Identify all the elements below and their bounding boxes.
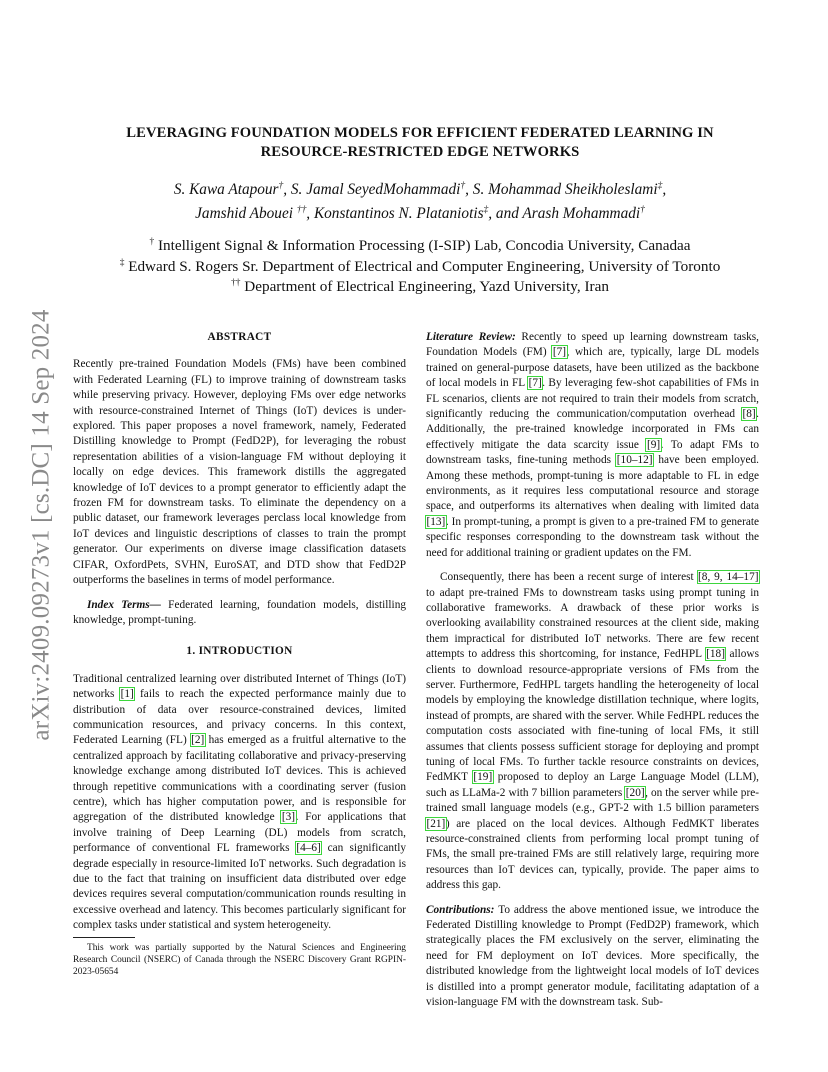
affiliation-line-3 xyxy=(70,277,770,298)
body-text: can significantly degrade especially in resource-limited IoT networks. Such degradation is due to the fact that training on insufficient data distributed over edge devices requires several computation/communication rounds resulting in excessive overhead and latency. This becomes particularly significant for complex tasks under statistical and system heterogeneity. xyxy=(73,842,406,932)
author-name: Jamshid Abouei xyxy=(195,205,293,222)
citation-link[interactable]: [4–6] xyxy=(296,842,321,855)
affiliations xyxy=(70,236,770,298)
body-text: . For applications that involve training of Deep Learning (DL) models from scratch, performance of conventional FL frameworks xyxy=(73,811,406,855)
funding-footnote: This work was partially supported by the Natural Sciences and Engineering Research Council (NSERC) of Canada through the NSERC Discovery Grant RGPIN-2023-05654 xyxy=(73,943,406,978)
abstract-text: Recently pre-trained Foundation Models (FMs) have been combined with Federated Learning (FL) to improve training of downstream tasks while preserving privacy. However, deploying FMs over edge networks with resource-constrained Internet of Things (IoT) devices is under-explored. This paper proposes a novel framework, namely, Federated Distilling knowledge to Prompt (FedD2P), for leveraging the robust representation abilities of a vision-language FM without deploying it locally on edge devices. This framework distills the aggregated knowledge of IoT devices to a prompt generator to efficiently adapt the frozen FM for downstream tasks. To eliminate the dependency on a public dataset, our framework leverages perclass local knowledge from IoT devices and linguistic descriptions of classes to train the prompt generator. Our experiments on diverse image classification datasets CIFAR, OxfordPets, SVHN, EuroSAT, and DTD show that FedD2P outperforms the baselines in terms of model performance. xyxy=(73,358,406,587)
arxiv-side-identifier xyxy=(22,290,62,760)
citation-link[interactable]: [2] xyxy=(191,734,205,747)
body-text: . Additionally, the pre-trained knowledge incorporated in FMs can effectively mitigate the data scarcity issue xyxy=(426,408,759,451)
citation-link[interactable]: [20] xyxy=(625,786,645,799)
affiliation-mark: † xyxy=(278,180,284,191)
affiliation-line-1 xyxy=(70,236,770,257)
body-text: Traditional centralized learning over distributed Internet of Things (IoT) networks xyxy=(73,672,406,701)
citation-link[interactable]: [7] xyxy=(528,377,542,390)
author-name: S. Kawa Atapour xyxy=(173,181,279,198)
citation-link[interactable]: [1] xyxy=(120,688,134,701)
paper-title xyxy=(70,124,770,162)
consequently-paragraph xyxy=(426,570,759,894)
citation-link[interactable]: [8] xyxy=(742,408,756,421)
body-text: . By leveraging few-shot capabilities of FMs in FL scenarios, clients are not required to train their models from scratch, significantly reducing the communication/computation overhead xyxy=(426,377,759,421)
authors-line-2: Jamshid Abouei ††, Konstantinos N. Plataniotis‡, and Arash Mohammadi† xyxy=(195,204,645,222)
introduction-text xyxy=(73,672,406,934)
authors-line-1: S. Kawa Atapour†, S. Jamal SeyedMohammadi†, S. Mohammad Sheikholeslami‡, xyxy=(173,180,667,198)
affiliation-mark: ‡ xyxy=(657,180,663,191)
author-list xyxy=(70,178,770,226)
literature-review-label: Literature Review: xyxy=(426,331,516,343)
index-terms-text: Federated learning, foundation models, distilling knowledge, prompt-tuning. xyxy=(73,598,406,626)
citation-link[interactable]: [7] xyxy=(552,346,566,359)
title-line-2: RESOURCE-RESTRICTED EDGE NETWORKS xyxy=(260,144,580,160)
citation-link[interactable]: [3] xyxy=(281,811,296,824)
affiliation-mark: † xyxy=(149,236,155,247)
author-name: S. Mohammad Sheikholeslami xyxy=(472,181,658,198)
affiliation-mark: ‡ xyxy=(483,204,489,215)
index-terms xyxy=(73,598,406,629)
affiliation-mark: † xyxy=(640,204,645,215)
citation-link[interactable]: [19] xyxy=(473,771,493,784)
affiliation-mark: ‡ xyxy=(119,257,125,268)
author-name: S. Jamal SeyedMohammadi xyxy=(290,181,461,198)
footnote-rule xyxy=(73,937,135,938)
body-text: Recently to speed up learning downstream tasks, Foundation Models (FM) xyxy=(426,331,760,359)
contributions-label: Contributions: xyxy=(426,903,495,916)
body-text: , which are, typically, large DL models trained on general-purpose datasets, have been utilized as the backbone of local models in FL xyxy=(426,346,759,390)
body-text: . To adapt FMs to downstream tasks, fine-tuning methods xyxy=(426,438,759,467)
citation-link[interactable]: [8, 9, 14–17] xyxy=(698,571,759,584)
contributions-paragraph xyxy=(426,903,759,1011)
citation-link[interactable]: [13] xyxy=(426,515,446,528)
left-column xyxy=(73,330,406,934)
affiliation-text: Intelligent Signal & Information Processing (I-SIP) Lab, Concodia University, Canadaa xyxy=(157,237,691,254)
arxiv-identifier-text: arXiv:2409.09273v1 [cs.DC] 14 Sep 2024 xyxy=(28,309,56,741)
index-terms-label: Index Terms— xyxy=(87,598,161,611)
citation-link[interactable]: [10–12] xyxy=(616,454,653,467)
body-text: fails to reach the expected performance mainly due to distribution of data over resource-constrained devices, limited communication resources, and privacy concerns. In this context, Federated Learning (FL) xyxy=(73,688,406,747)
body-text: to adapt pre-trained FMs to downstream tasks using prompt tuning in collaborative frameworks. A drawback of these prior works is overlooking availability constrained resources at the client side, making them impractical for distributed IoT networks. There are few recent attempts to address this shortcoming, for instance, FedHPL xyxy=(426,586,759,661)
body-text: has emerged as a fruitful alternative to the centralized approach by facilitating collaborative and privacy-preserving knowledge exchange among distributed IoT devices. This is achieved through repetitive communications with a coordinating server (fusion centre), which has higher computation power, and is responsible for aggregation of the distributed knowledge xyxy=(73,734,406,824)
body-text: allows clients to download resource-appropriate versions of FMs from the server. Furthermore, FedHPL targets handling the heterogeneity of local models by employing the knowledge distillation technique, where logits, instead of prompts, are shared with the server. While FedHPL reduces the computation costs associated with fine-tuning of local FMs, it still assumes that clients possess sufficient storage for deploying and prompt tuning of local FMs. To further tackle resource constraints on devices, FedMKT xyxy=(426,648,759,784)
contributions-text: To address the above mentioned issue, we introduce the Federated Distilling knowledge to Prompt (FedD2P) framework, which strategically places the FM exclusively on the server, eliminating the need for FM deployment on IoT devices. More specifically, the distributed knowledge from the lightweight local models of IoT devices is distilled into a prompt generator module, facilitating adaptation of a vision-language FM with the downstream task. Sub- xyxy=(426,903,759,1009)
author-name: Konstantinos N. Plataniotis xyxy=(313,205,484,222)
citation-link[interactable]: [18] xyxy=(706,648,725,661)
abstract-heading: ABSTRACT xyxy=(207,331,272,343)
title-line-1: LEVERAGING FOUNDATION MODELS FOR EFFICIENT FEDERATED LEARNING IN xyxy=(126,125,714,141)
affiliation-text: Department of Electrical Engineering, Yazd University, Iran xyxy=(244,278,609,295)
affiliation-mark: † xyxy=(460,180,466,191)
body-text: have been employed. Among these methods, prompt-tuning is more adaptable to FL in edge environments, as it requires less computational resource and storage space, and outperforms its alternatives when dealing with limited data xyxy=(426,454,759,513)
body-text: proposed to deploy an Large Language Model (LLM), such as LLaMa-2 with 7 billion parameters xyxy=(426,771,759,799)
body-text: Consequently, there has been a recent surge of interest xyxy=(440,571,698,584)
author-name: and Arash Mohammadi xyxy=(495,205,641,222)
affiliation-line-2 xyxy=(70,257,770,278)
right-column xyxy=(426,330,759,1010)
citation-link[interactable]: [21] xyxy=(426,817,446,830)
affiliation-text: Edward S. Rogers Sr. Department of Electrical and Computer Engineering, University of Toronto xyxy=(128,257,721,275)
affiliation-mark: †† xyxy=(231,277,241,288)
body-text: ) are placed on the local devices. Although FedMKT liberates resource-constrained clients from performing local prompt tuning of FMs, the small pre-trained FMs are still relatively large, requiring more resources than IoT devices can, typically, provide. The paper aims to address this gap. xyxy=(426,817,759,892)
literature-review-paragraph xyxy=(426,330,759,561)
citation-link[interactable]: [9] xyxy=(646,438,661,451)
introduction-heading: 1. INTRODUCTION xyxy=(186,645,293,658)
body-text: , on the server while pre-trained small language models (e.g., GPT-2 with 1.5 billion parameters xyxy=(426,786,759,815)
body-text: . In prompt-tuning, a prompt is given to a pre-trained FM to generate specific responses corresponding to the downstream task without the need for additional training or gradient updates on the FM. xyxy=(426,515,759,559)
affiliation-mark: †† xyxy=(296,204,307,215)
